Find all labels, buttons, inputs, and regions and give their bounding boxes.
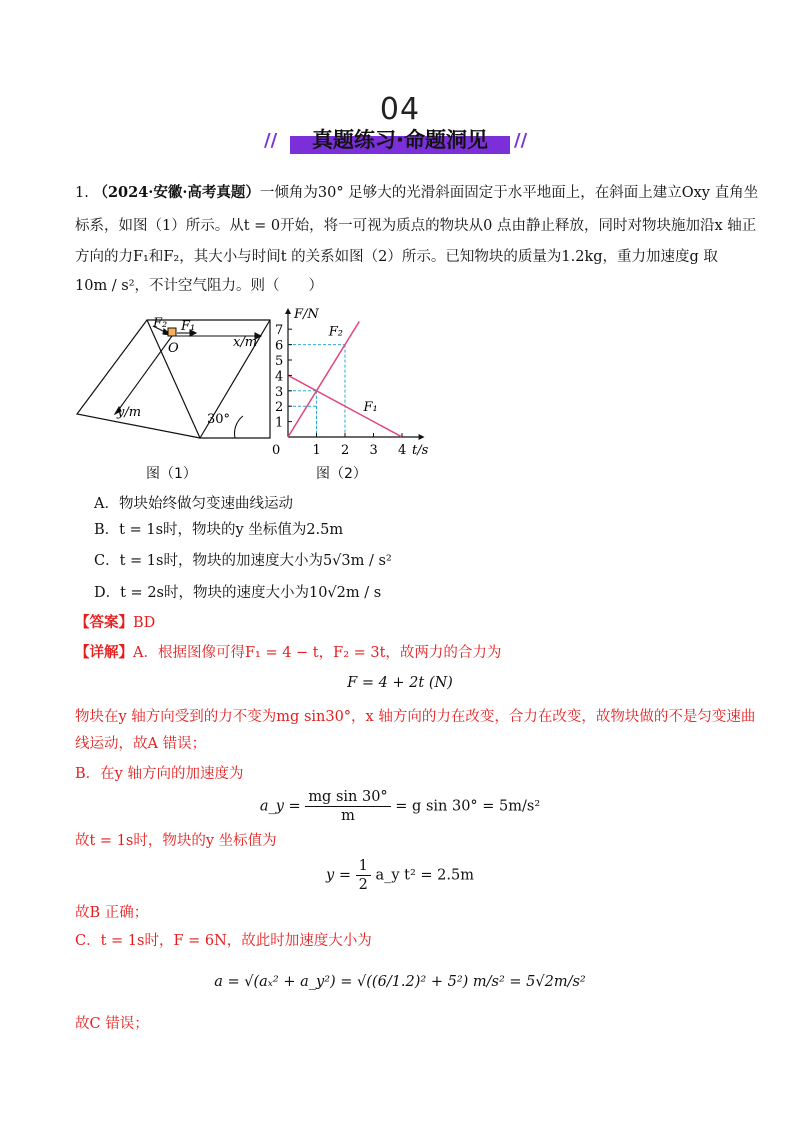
- option-d: D．t = 2s时，物块的速度大小为10√2m / s: [94, 585, 382, 601]
- chart-y-tick-7: 7: [275, 323, 284, 339]
- chart-y-label: F/N: [294, 307, 319, 322]
- chart-y-tick-1: 1: [275, 415, 284, 431]
- explain-b-conclusion: 故B 正确；: [75, 905, 149, 921]
- fig1-label-x: x/m: [233, 335, 258, 350]
- eq3-right: a_y t² = 2.5m: [375, 867, 474, 884]
- figure-1-caption: 图（1）: [146, 466, 197, 482]
- eq3-left: y =: [326, 867, 351, 884]
- answer-line: [75, 613, 155, 633]
- option-a: A．物块始终做匀变速曲线运动: [94, 496, 293, 512]
- eq2-fraction: [305, 788, 390, 825]
- question-line-2: 标系，如图（1）所示。从t = 0开始，将一可视为质点的物块从0 点由静止释放，同时对物块施加沿x 轴正: [75, 218, 757, 234]
- incline-back-edge: [147, 320, 200, 438]
- figure-2-caption: 图（2）: [316, 466, 367, 482]
- chart-x-tick-4: 4: [398, 443, 407, 458]
- chart-x-tick-0: 0: [272, 443, 281, 458]
- section-number: 04: [379, 92, 421, 127]
- fig1-label-y: y/m: [117, 405, 142, 420]
- option-b: B．t = 1s时，物块的y 坐标值为2.5m: [94, 522, 344, 538]
- question-number: 1.: [75, 185, 89, 201]
- eq2-numerator: mg sin 30°: [305, 788, 390, 807]
- question-line-4: 10m / s²，不计空气阻力。则（ ）: [75, 278, 324, 294]
- answer-value: BD: [133, 615, 156, 631]
- option-c: C．t = 1s时，物块的加速度大小为5√3m / s²: [94, 553, 392, 569]
- eq3-numerator: 1: [356, 857, 371, 876]
- slash-right-icon: //: [514, 130, 528, 151]
- explain-a-text-2: 线运动，故A 错误；: [75, 736, 207, 752]
- explain-c-conclusion: 故C 错误；: [75, 1016, 149, 1032]
- fig1-label-angle: 30°: [207, 412, 231, 427]
- question-text-1: 一倾角为30° 足够大的光滑斜面固定于水平地面上，在斜面上建立Oxy 直角坐: [259, 185, 759, 201]
- chart-x-axis-arrow: [419, 434, 425, 440]
- fig1-label-O: O: [168, 341, 179, 356]
- question-line-3: 方向的力F₁和F₂，其大小与时间t 的关系如图（2）所示。已知物块的质量为1.2kg，重力加速度g 取: [75, 249, 718, 265]
- explain-b-line: B．在y 轴方向的加速度为: [75, 766, 244, 782]
- slash-left-icon: //: [264, 130, 278, 151]
- answer-label: 【答案】: [75, 614, 133, 631]
- explain-b-text: 故t = 1s时，物块的y 坐标值为: [75, 833, 277, 849]
- fig1-label-F1: F₁: [181, 319, 196, 334]
- figure-2-chart: [262, 306, 442, 458]
- section-title: 真题练习·命题洞见: [312, 128, 488, 152]
- explain-label: 【详解】: [75, 644, 133, 661]
- explain-a-line: [75, 643, 501, 663]
- explain-c-line: C．t = 1s时，F = 6N，故此时加速度大小为: [75, 933, 372, 949]
- chart-x-tick-2: 2: [341, 443, 350, 458]
- eq3-fraction: [356, 857, 371, 894]
- explain-a-text: A．根据图像可得F₁ = 4 − t，F₂ = 3t，故两力的合力为: [133, 645, 502, 661]
- equation-1: F = 4 + 2t (N): [347, 675, 453, 691]
- block-icon: [168, 328, 176, 336]
- chart-y-tick-5: 5: [275, 354, 284, 369]
- chart-y-tick-3: 3: [275, 384, 284, 400]
- eq2-left: a_y =: [259, 798, 301, 815]
- chart-y-axis-arrow: [285, 308, 291, 314]
- chart-y-tick-6: 6: [275, 338, 284, 354]
- chart-y-tick-4: 4: [275, 369, 284, 385]
- figure-1-incline: [75, 308, 275, 450]
- y-axis-arrow: [117, 336, 172, 412]
- fig1-label-F2: F₂: [153, 316, 168, 331]
- eq2-right: = g sin 30° = 5m/s²: [395, 798, 541, 815]
- chart-legend-F1: F₁: [363, 399, 378, 415]
- chart-series-line-F2: [288, 322, 359, 438]
- angle-arc: [235, 416, 243, 438]
- question-line-1: [75, 183, 758, 203]
- chart-x-tick-3: 3: [369, 443, 378, 458]
- chart-x-tick-1: 1: [312, 443, 321, 458]
- chart-y-tick-2: 2: [275, 400, 284, 416]
- equation-3: [0, 857, 800, 894]
- equation-2: [0, 788, 800, 825]
- section-title-banner: [264, 124, 530, 158]
- chart-x-label: t/s: [412, 443, 429, 458]
- chart-legend-F2: F₂: [328, 324, 343, 340]
- eq2-denominator: m: [341, 808, 355, 824]
- equation-4: a = √(aₓ² + a_y²) = √((6/1.2)² + 5²) m/s² = 5√2m/s²: [214, 974, 586, 990]
- explain-a-text-1: 物块在y 轴方向受到的力不变为mg sin30°，x 轴方向的力在改变，合力在改变，故物块做的不是匀变速曲: [75, 709, 756, 725]
- question-source: （2024·安徽·高考真题）: [93, 184, 260, 201]
- eq3-denominator: 2: [358, 877, 368, 893]
